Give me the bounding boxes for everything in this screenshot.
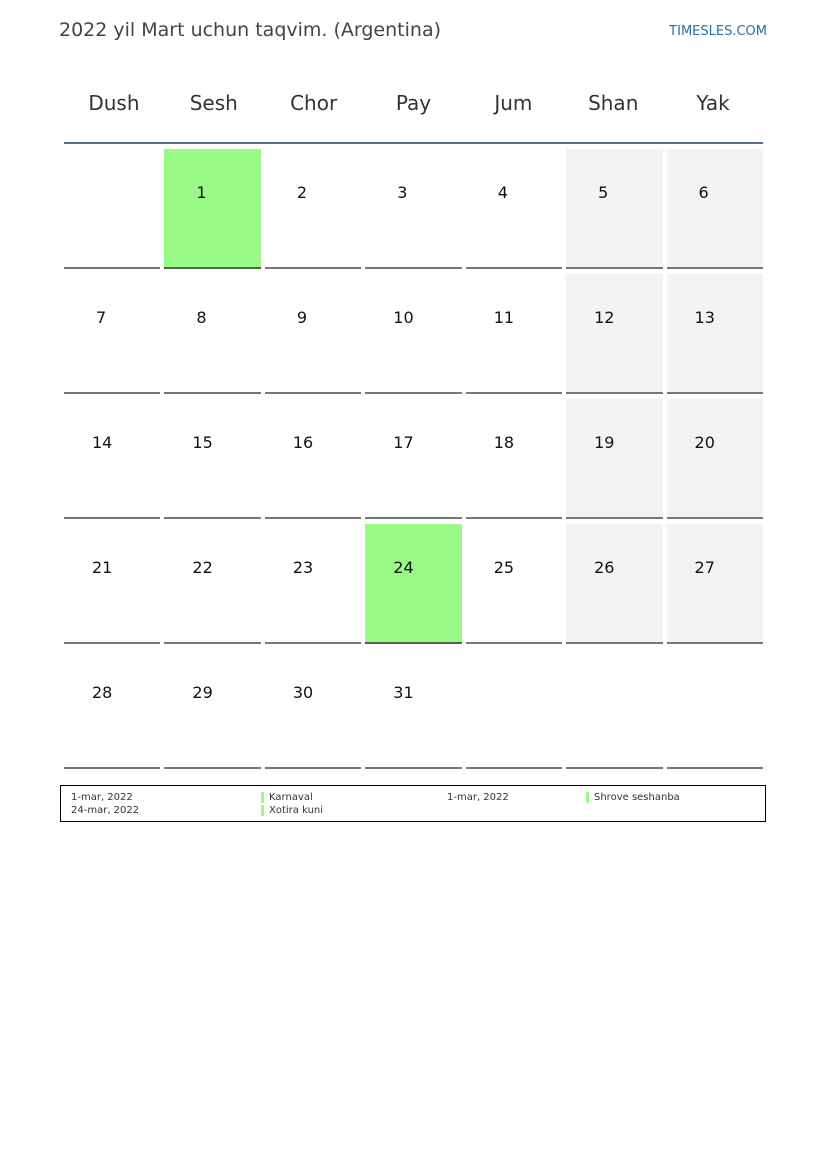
week-row [64, 394, 763, 519]
weekday-header [64, 70, 763, 144]
day-number: 23 [292, 558, 314, 577]
day-cell[interactable] [265, 399, 361, 519]
weekday-label: Pay [395, 91, 432, 115]
empty-day-cell [64, 149, 160, 269]
weekday-label: Sesh [189, 91, 238, 115]
day-number: 1 [196, 183, 207, 202]
day-cell[interactable] [265, 149, 361, 269]
holiday-marker-icon [261, 792, 264, 803]
holiday-marker-icon [261, 805, 264, 816]
weekday-label: Shan [588, 91, 639, 115]
weekday-label: Dush [88, 91, 140, 115]
day-cell[interactable] [667, 399, 763, 519]
day-number: 8 [196, 308, 207, 327]
day-cell[interactable] [365, 274, 461, 394]
day-number: 18 [493, 433, 515, 452]
day-number: 28 [92, 683, 113, 702]
day-cell[interactable] [365, 649, 461, 769]
day-number: 4 [497, 183, 508, 202]
day-cell[interactable] [64, 524, 160, 644]
day-cell[interactable] [566, 524, 662, 644]
day-cell[interactable] [466, 524, 562, 644]
day-number: 13 [694, 308, 715, 327]
day-cell[interactable] [466, 274, 562, 394]
day-cell[interactable] [265, 649, 361, 769]
site-link[interactable]: TIMESLES.COM [669, 24, 767, 39]
day-number: 12 [594, 308, 615, 327]
holiday-marker-icon [586, 792, 589, 803]
day-number: 20 [694, 433, 715, 452]
week-row [64, 519, 763, 644]
holiday-legend [60, 785, 766, 822]
day-cell[interactable] [164, 399, 260, 519]
weekday-label: Jum [494, 91, 533, 115]
week-row [64, 644, 763, 769]
week-row [64, 269, 763, 394]
day-cell[interactable] [466, 399, 562, 519]
day-number: 6 [698, 183, 709, 202]
day-cell[interactable] [64, 274, 160, 394]
day-number: 31 [393, 683, 414, 702]
day-number: 9 [296, 308, 308, 327]
day-number: 21 [92, 558, 113, 577]
day-number: 5 [598, 183, 609, 202]
day-cell[interactable] [365, 149, 461, 269]
day-cell[interactable] [164, 649, 260, 769]
weekday-label: Yak [696, 91, 730, 115]
day-number: 7 [96, 308, 107, 327]
day-cell[interactable] [164, 524, 260, 644]
legend-holiday-name: Xotira kuni [269, 805, 324, 816]
day-cell[interactable] [164, 149, 260, 269]
day-number: 22 [192, 558, 213, 577]
day-cell[interactable] [265, 524, 361, 644]
empty-day-cell [566, 649, 662, 769]
weekday-label: Chor [290, 91, 338, 115]
day-number: 17 [393, 433, 414, 452]
week-row [64, 144, 763, 269]
day-cell[interactable] [64, 399, 160, 519]
day-number: 25 [493, 558, 515, 577]
day-number: 26 [594, 558, 615, 577]
legend-date: 24-mar, 2022 [71, 805, 140, 816]
day-number: 11 [493, 308, 515, 327]
day-number: 24 [393, 558, 414, 577]
day-number: 10 [393, 308, 414, 327]
legend-holiday-name: Shrove seshanba [594, 792, 680, 803]
page-title: 2022 yil Mart uchun taqvim. (Argentina) [59, 19, 441, 41]
day-number: 27 [694, 558, 715, 577]
day-cell[interactable] [164, 274, 260, 394]
day-number: 14 [92, 433, 113, 452]
day-number: 16 [292, 433, 314, 452]
day-cell[interactable] [265, 274, 361, 394]
day-cell[interactable] [667, 274, 763, 394]
weeks-container [64, 144, 763, 769]
calendar-grid [64, 70, 763, 769]
legend-holiday-name: Karnaval [269, 792, 313, 803]
day-number: 19 [594, 433, 615, 452]
legend-date: 1-mar, 2022 [71, 792, 133, 803]
day-number: 2 [296, 183, 308, 202]
day-cell[interactable] [667, 149, 763, 269]
legend-date: 1-mar, 2022 [447, 792, 509, 803]
day-cell[interactable] [365, 399, 461, 519]
day-cell[interactable] [64, 649, 160, 769]
day-cell[interactable] [365, 524, 461, 644]
day-cell[interactable] [667, 524, 763, 644]
day-number: 30 [292, 683, 314, 702]
day-number: 15 [192, 433, 213, 452]
day-cell[interactable] [566, 149, 662, 269]
day-cell[interactable] [466, 149, 562, 269]
day-cell[interactable] [566, 274, 662, 394]
empty-day-cell [466, 649, 562, 769]
empty-day-cell [667, 649, 763, 769]
day-number: 3 [397, 183, 408, 202]
day-number: 29 [192, 683, 213, 702]
day-cell[interactable] [566, 399, 662, 519]
